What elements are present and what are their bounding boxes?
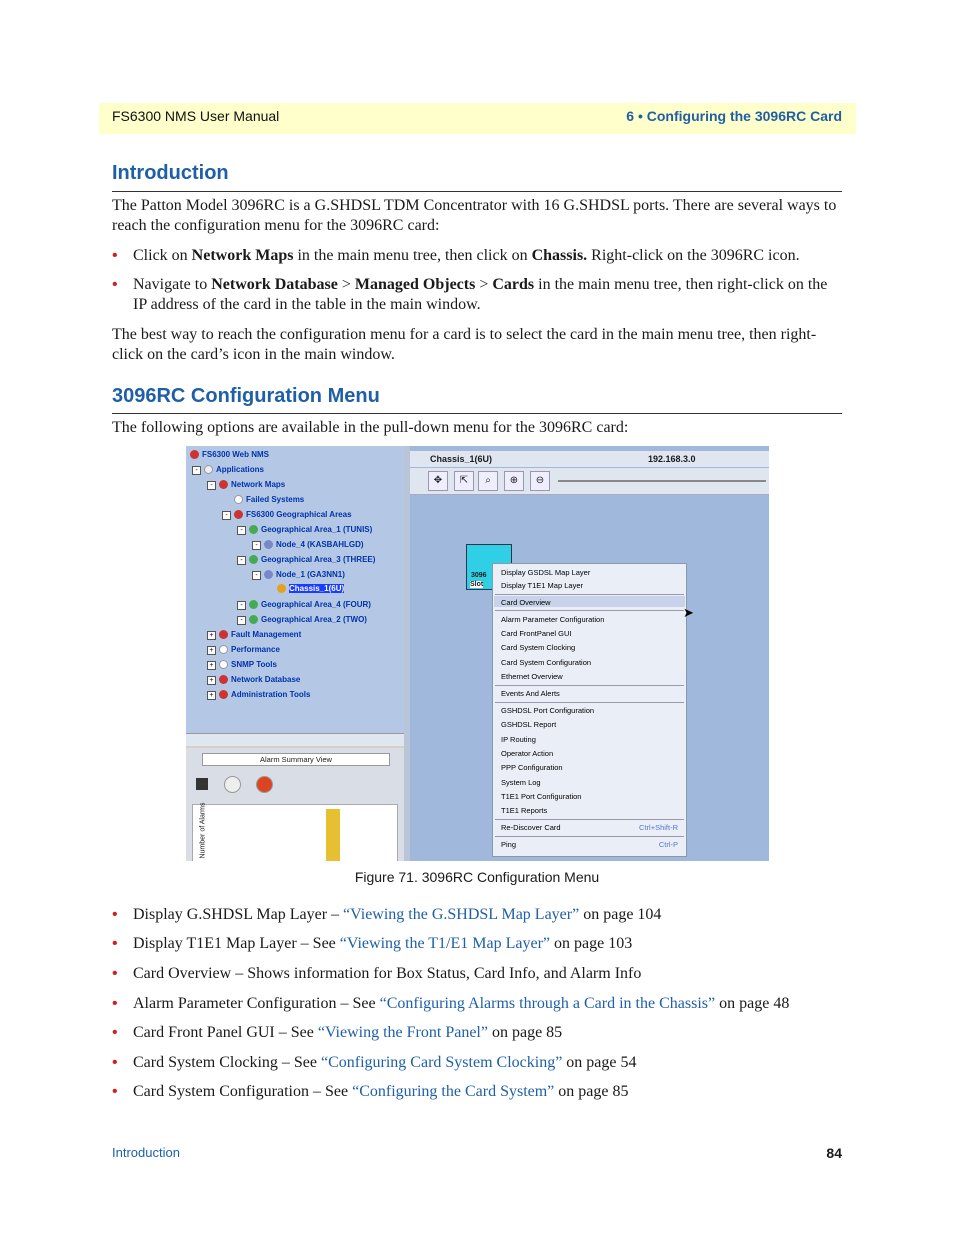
menu-item[interactable]: Operator Action <box>501 749 554 758</box>
select-tool-icon[interactable]: ✥ <box>428 471 448 491</box>
applications-icon <box>204 465 213 474</box>
alarm-chart-icon[interactable] <box>224 776 241 793</box>
database-icon <box>219 675 228 684</box>
geo-areas-icon <box>234 510 243 519</box>
context-menu <box>492 563 687 857</box>
figure-screenshot <box>186 446 769 861</box>
cross-ref-link[interactable]: “Configuring Card System Clocking” <box>320 1054 563 1071</box>
tree-item[interactable]: FS6300 Web NMS <box>190 450 269 459</box>
nms-icon <box>190 450 199 459</box>
menu-item[interactable]: Display T1E1 Map Layer <box>501 581 583 590</box>
intro-paragraph-2: The best way to reach the configuration menu for a card is to select the card in the main menu tree, then right-click on the card’s icon in the main window. <box>112 326 817 363</box>
chassis-icon <box>277 584 286 593</box>
geo-area-icon <box>249 555 258 564</box>
intro-heading: Introduction <box>112 162 229 184</box>
geo-area-icon <box>249 615 258 624</box>
menu-item-card-overview[interactable]: Card Overview <box>501 598 551 607</box>
network-maps-icon <box>219 480 228 489</box>
admin-icon <box>219 690 228 699</box>
cross-ref-link[interactable]: “Viewing the T1/E1 Map Layer” <box>339 935 550 952</box>
card-label: 3096 <box>471 572 487 579</box>
tree-item[interactable]: Network Maps <box>219 480 285 489</box>
shortcut-label: Ctrl+Shift-R <box>639 823 678 832</box>
geo-area-icon <box>249 600 258 609</box>
tree-item[interactable]: Geographical Area_1 (TUNIS) <box>249 525 372 534</box>
config-heading: 3096RC Configuration Menu <box>112 385 380 407</box>
cross-ref-link[interactable]: “Viewing the G.SHDSL Map Layer” <box>343 906 580 923</box>
alarm-chart-area <box>192 804 398 861</box>
node-icon <box>264 540 273 549</box>
bullet-mark: • <box>112 276 118 293</box>
tree-item-selected[interactable]: Chassis_1(6U) <box>277 584 403 597</box>
chassis-titlebar <box>410 451 769 467</box>
cross-ref-link[interactable]: “Configuring the Card System” <box>352 1083 555 1100</box>
menu-item[interactable]: Card FrontPanel GUI <box>501 629 572 638</box>
tree-item[interactable]: Geographical Area_4 (FOUR) <box>249 600 371 609</box>
tree-item[interactable]: Performance <box>219 645 280 654</box>
performance-icon <box>219 645 228 654</box>
heading-rule <box>112 413 842 414</box>
cross-ref-link[interactable]: “Viewing the Front Panel” <box>317 1024 488 1041</box>
chassis-toolbar <box>410 468 769 495</box>
menu-item[interactable]: T1E1 Reports <box>501 806 548 815</box>
node-icon <box>264 570 273 579</box>
menu-item[interactable]: GSHDSL Port Configuration <box>501 706 595 715</box>
tree-item[interactable]: Geographical Area_2 (TWO) <box>249 615 367 624</box>
menu-item[interactable]: IP Routing <box>501 735 536 744</box>
alarm-pie-icon[interactable] <box>256 776 273 793</box>
page-header <box>99 103 856 134</box>
alarm-summary-tab[interactable]: Alarm Summary View <box>202 753 390 766</box>
tree-item[interactable]: Network Database <box>219 675 300 684</box>
cross-ref-link[interactable]: “Configuring Alarms through a Card in the Chassis” <box>379 995 716 1012</box>
alarm-bar <box>326 809 340 861</box>
tree-item[interactable]: Failed Systems <box>234 495 304 504</box>
menu-item[interactable]: Events And Alerts <box>501 689 560 698</box>
menu-item[interactable]: Display GSDSL Map Layer <box>501 568 591 577</box>
chassis-window <box>410 446 769 861</box>
tree-item[interactable]: Administration Tools <box>219 690 310 699</box>
figure-caption: Figure 71. 3096RC Configuration Menu <box>354 869 600 885</box>
zoom-out-icon[interactable]: ⊖ <box>530 471 550 491</box>
config-paragraph: The following options are available in the pull-down menu for the 3096RC card: <box>112 419 629 436</box>
intro-paragraph: The Patton Model 3096RC is a G.SHDSL TDM Concentrator with 16 G.SHDSL ports. There are several ways to reach the configuration menu for the 3096RC card: <box>112 197 837 234</box>
chassis-ip: 192.168.3.0 <box>648 454 696 464</box>
tree-item[interactable]: Node_1 (GA3NN1) <box>264 570 345 579</box>
tree-item[interactable]: Fault Management <box>219 630 301 639</box>
zoom-fit-icon[interactable]: ⌕ <box>478 471 498 491</box>
page-number: 84 <box>826 1145 842 1161</box>
chapter-title: 6 • Configuring the 3096RC Card <box>626 108 842 124</box>
menu-item[interactable]: PPP Configuration <box>501 763 563 772</box>
geo-area-icon <box>249 525 258 534</box>
menu-item[interactable]: GSHDSL Report <box>501 720 557 729</box>
failed-systems-icon <box>234 495 243 504</box>
horizontal-scrollbar[interactable] <box>186 733 404 746</box>
tree-item[interactable]: Node_4 (KASBAHLGD) <box>264 540 364 549</box>
fault-icon <box>219 630 228 639</box>
snmp-icon <box>219 660 228 669</box>
mouse-cursor-icon: ➤ <box>683 605 694 620</box>
zoom-in-icon[interactable]: ⊕ <box>504 471 524 491</box>
menu-item[interactable]: T1E1 Port Configuration <box>501 792 582 801</box>
menu-item[interactable]: Ping <box>501 840 517 849</box>
tree-item[interactable]: Geographical Area_3 (THREE) <box>249 555 375 564</box>
pointer-tool-icon[interactable]: ⇱ <box>454 471 474 491</box>
tree-item[interactable]: FS6300 Geographical Areas <box>234 510 352 519</box>
alarm-axis-label: Number of Alarms <box>199 802 207 859</box>
menu-item[interactable]: Alarm Parameter Configuration <box>501 615 605 624</box>
alarm-table-icon[interactable] <box>196 778 208 790</box>
shortcut-label: Ctrl-P <box>658 840 678 849</box>
manual-title: FS6300 NMS User Manual <box>112 108 280 124</box>
bullet-mark: • <box>112 247 118 264</box>
chassis-title: Chassis_1(6U) <box>430 454 493 464</box>
menu-item[interactable]: Card System Configuration <box>501 658 592 667</box>
menu-item[interactable]: Ethernet Overview <box>501 672 563 681</box>
heading-rule <box>112 191 842 192</box>
tree-item[interactable]: SNMP Tools <box>219 660 277 669</box>
menu-item[interactable]: Card System Clocking <box>501 643 576 652</box>
alarm-panel <box>186 748 404 861</box>
main-menu-tree: FS6300 Web NMS - Applications - Network Maps Failed Systems - FS6300 Geographical Areas - Geographical Area_1 (TUNIS) - Node_4 (KASBAHLGD) - Geographical Area_3 (THREE) - Node_1 (GA3NN1) Chassis_1(6U) - Geographical Area_4 (FOUR) - Geographical Area_2 (TWO) + Fault Management + Performance + SNMP Tools + Network Database + Administration Tools <box>186 446 404 746</box>
tree-item[interactable]: Applications <box>204 465 264 474</box>
zoom-slider[interactable] <box>558 480 766 482</box>
slot-label: Slot <box>470 581 484 588</box>
menu-item[interactable]: System Log <box>501 778 541 787</box>
footer-section: Introduction <box>112 1145 180 1160</box>
menu-item[interactable]: Re-Discover Card <box>501 823 561 832</box>
